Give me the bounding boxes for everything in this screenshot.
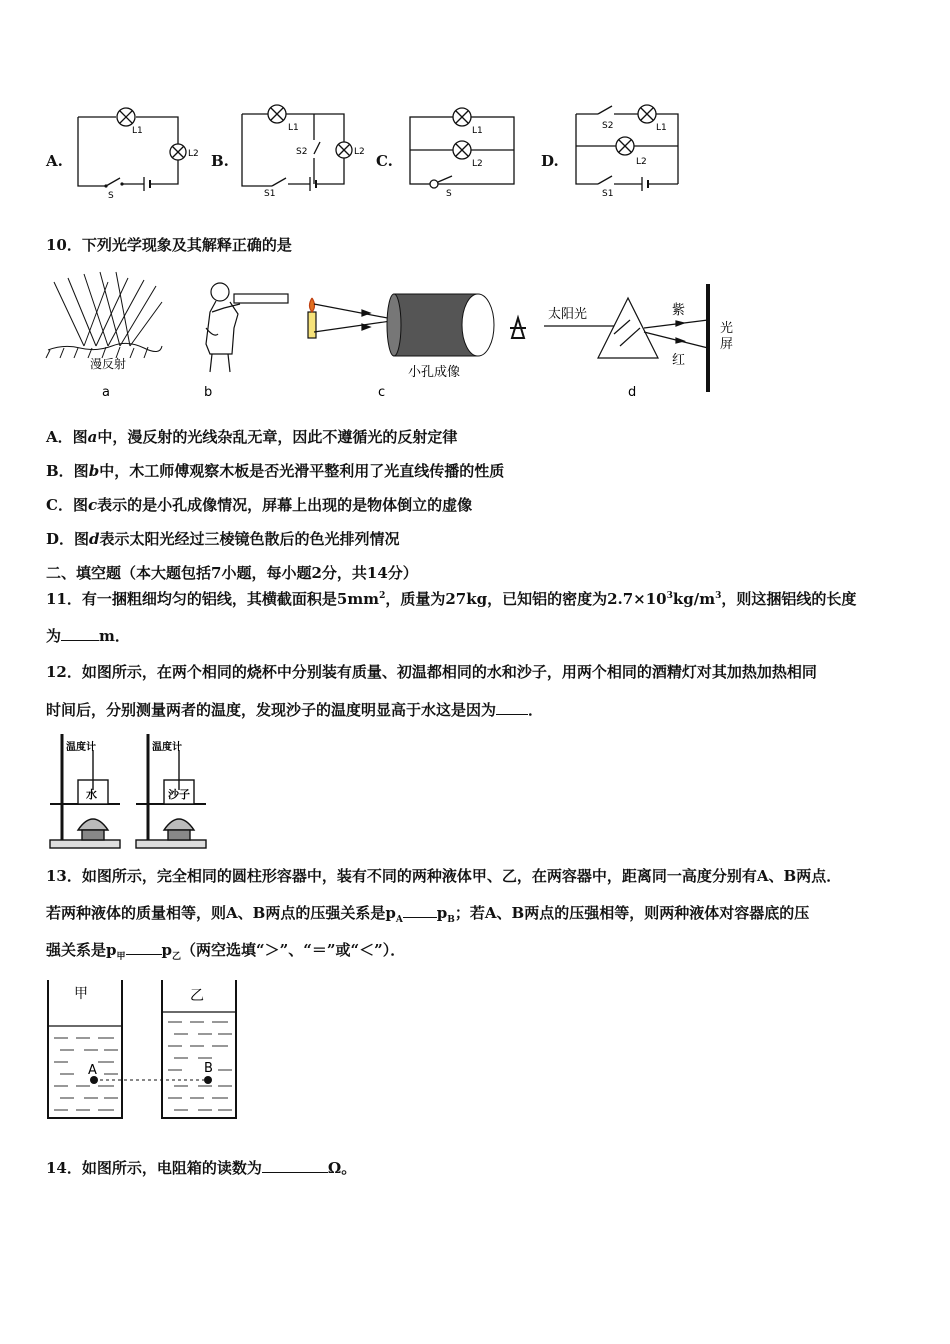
screen-bar bbox=[706, 284, 710, 392]
q13-blank-1[interactable] bbox=[403, 903, 437, 918]
point-a-label: A bbox=[88, 1063, 97, 1078]
label-l1: L1 bbox=[132, 126, 143, 136]
q14-stem: 14．如图所示，电阻箱的读数为 Ω。 bbox=[46, 1159, 357, 1177]
label-s1: S1 bbox=[602, 189, 614, 199]
figure-a-letter: a bbox=[102, 385, 110, 400]
figure-c-caption: 小孔成像 bbox=[408, 365, 461, 380]
label-l1: L1 bbox=[288, 123, 299, 133]
label-s: S bbox=[446, 189, 452, 199]
option-a-letter[interactable]: A. bbox=[46, 152, 63, 170]
circuit-a-diagram bbox=[70, 100, 199, 201]
label-l2: L2 bbox=[188, 149, 199, 159]
label-l1: L1 bbox=[472, 126, 483, 136]
q12-line1: 12．如图所示，在两个相同的烧杯中分别装有质量、初温都相同的水和沙子，用两个相同的酒精灯对其加热加热相同 bbox=[46, 663, 817, 681]
container-jia-label: 甲 bbox=[74, 986, 88, 1002]
point-b-marker bbox=[204, 1076, 212, 1084]
q12-answer-blank[interactable] bbox=[496, 700, 528, 715]
q13-line1: 13．如图所示，完全相同的圆柱形容器中，装有不同的两种液体甲、乙，在两容器中，距离同一高度分别有A、B两点． bbox=[46, 867, 842, 885]
q11-answer-blank[interactable] bbox=[61, 626, 99, 641]
label-s2: S2 bbox=[296, 147, 308, 157]
q12-line2: 时间后，分别测量两者的温度，发现沙子的温度明显高于水这是因为 ． bbox=[46, 701, 544, 719]
option-d-letter[interactable]: D. bbox=[541, 152, 559, 170]
violet-label: 紫 bbox=[672, 303, 686, 318]
screen-label-bottom: 屏 bbox=[720, 337, 734, 352]
thermometer-label-right: 温度计 bbox=[152, 742, 182, 753]
sun-label: 太阳光 bbox=[548, 307, 588, 322]
liquid-dashes-right bbox=[168, 1022, 232, 1110]
label-l2: L2 bbox=[472, 159, 483, 169]
label-l1: L1 bbox=[656, 123, 667, 133]
option-c-letter[interactable]: C. bbox=[376, 152, 393, 170]
thermometer-label-left: 温度计 bbox=[66, 742, 96, 753]
figure-c-pinhole bbox=[308, 298, 398, 338]
figure-c-letter: c bbox=[378, 385, 386, 400]
circuit-b-diagram bbox=[236, 96, 376, 200]
label-s1: S1 bbox=[264, 189, 276, 199]
red-label: 红 bbox=[672, 353, 686, 368]
q13-containers-figure bbox=[44, 976, 240, 1124]
q14-answer-blank[interactable] bbox=[262, 1158, 328, 1173]
section-heading: 二、填空题（本大题包括7小题，每小题2分，共14分） bbox=[46, 564, 418, 582]
figure-b-letter: b bbox=[204, 385, 213, 400]
figure-b-carpenter bbox=[206, 283, 288, 372]
container-yi-label: 乙 bbox=[190, 988, 204, 1004]
label-l2: L2 bbox=[354, 147, 365, 157]
circuit-d-diagram bbox=[568, 96, 688, 200]
q10-stem: 10．下列光学现象及其解释正确的是 bbox=[46, 236, 292, 254]
figure-a-caption: 漫反射 bbox=[90, 357, 127, 371]
liquid-dashes-left bbox=[54, 1038, 118, 1110]
q11-line1: 11．有一捆粗细均匀的铝线，其横截面积是$5mm^2$，质量为27kg，已知铝的密度为$2.7\times 10^3kg/m^3$，则这捆铝线的长度 bbox=[46, 590, 857, 608]
q11-line2: 为 m． bbox=[46, 627, 130, 645]
q13-blank-2[interactable] bbox=[126, 940, 162, 955]
q10-option-c[interactable]: C．图c表示的是小孔成像情况，屏幕上出现的是物体倒立的虚像 bbox=[46, 496, 473, 514]
label-l2: L2 bbox=[636, 157, 647, 167]
label-s: S bbox=[108, 191, 114, 201]
screen-label-top: 光 bbox=[720, 321, 734, 336]
option-b-letter[interactable]: B. bbox=[211, 152, 229, 170]
q13-line3: 强关系是$p_甲$ $p_乙$（两空选填“＞”、“＝”或“＜”）． bbox=[46, 941, 406, 962]
q13-line2: 若两种液体的质量相等，则A、B两点的压强关系是$p_A$ $p_B$；若A、B两点的压强相等，则两种液体对容器底的压 bbox=[46, 904, 810, 925]
label-s2: S2 bbox=[602, 121, 614, 131]
figure-a-diffuse-reflection bbox=[46, 272, 162, 358]
q10-option-b[interactable]: B．图b中，木工师傅观察木板是否光滑平整利用了光直线传播的性质 bbox=[46, 462, 505, 480]
inverted-image-icon bbox=[510, 318, 526, 338]
point-b-label: B bbox=[204, 1061, 213, 1076]
q12-apparatus-figure bbox=[46, 730, 212, 856]
figure-d-letter: d bbox=[628, 385, 637, 400]
circuit-c-diagram bbox=[402, 100, 522, 200]
q10-figures bbox=[44, 268, 784, 404]
sand-label: 沙子 bbox=[168, 788, 190, 801]
q10-option-d[interactable]: D．图d表示太阳光经过三棱镜色散后的色光排列情况 bbox=[46, 530, 400, 548]
water-label: 水 bbox=[86, 788, 97, 801]
q10-option-a[interactable]: A．图a中，漫反射的光线杂乱无章，因此不遵循光的反射定律 bbox=[46, 428, 458, 446]
